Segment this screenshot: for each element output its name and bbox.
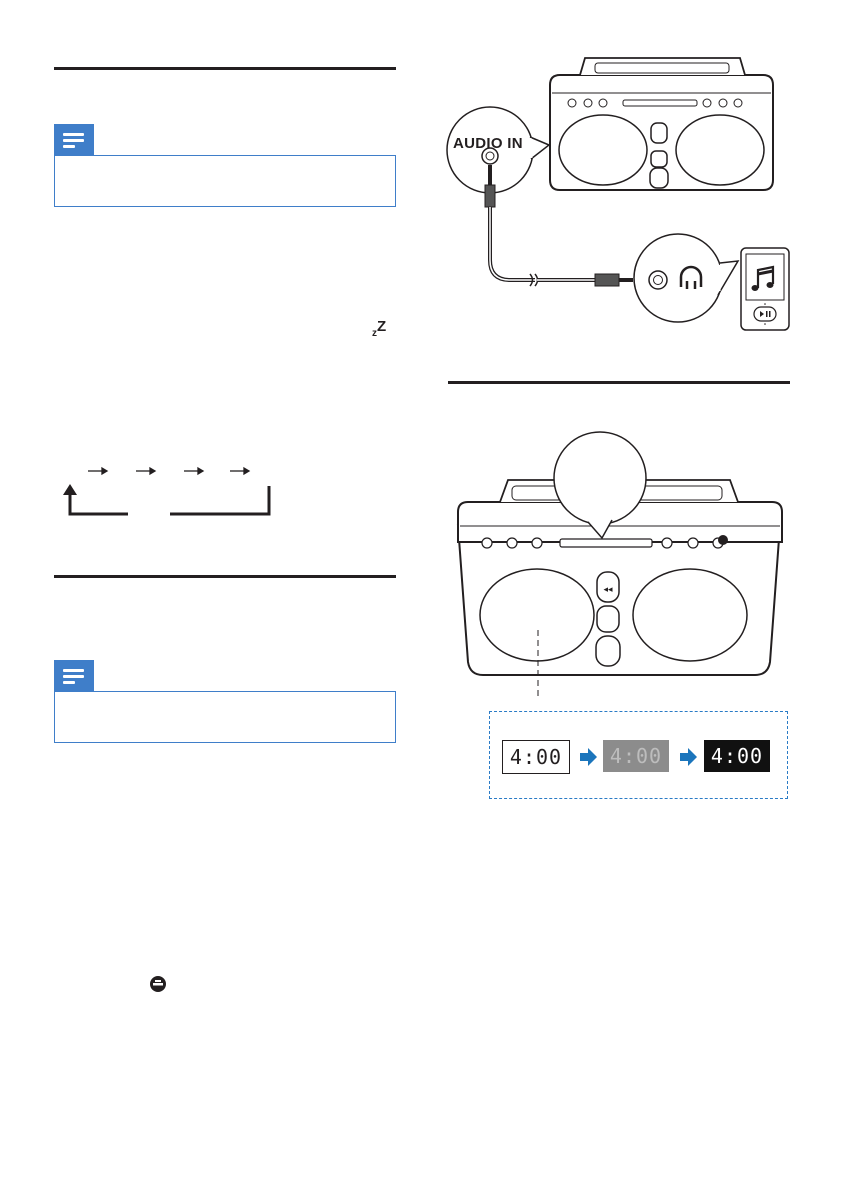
dock-icon [149,975,167,993]
display-medium: 4:00 [603,740,669,772]
audio-in-connection-illustration [445,55,805,355]
note-box-1 [54,155,396,207]
sleep-icon: zZ [372,318,387,339]
audio-in-label: AUDIO IN [453,135,523,152]
arrow-right-icon [580,748,598,766]
arrow-right-icon [680,748,698,766]
section-rule-mid-left [54,575,396,578]
section-rule-right [448,381,790,384]
cycle-flow-diagram [55,460,335,520]
display-brightness-illustration [450,430,795,700]
svg-text:◂◂: ◂◂ [603,585,613,595]
section-rule-top-left [54,67,396,70]
note-icon [54,124,94,156]
note-icon [54,660,94,692]
display-bright: 4:00 [502,740,570,774]
display-dark: 4:00 [704,740,770,772]
note-box-2 [54,691,396,743]
